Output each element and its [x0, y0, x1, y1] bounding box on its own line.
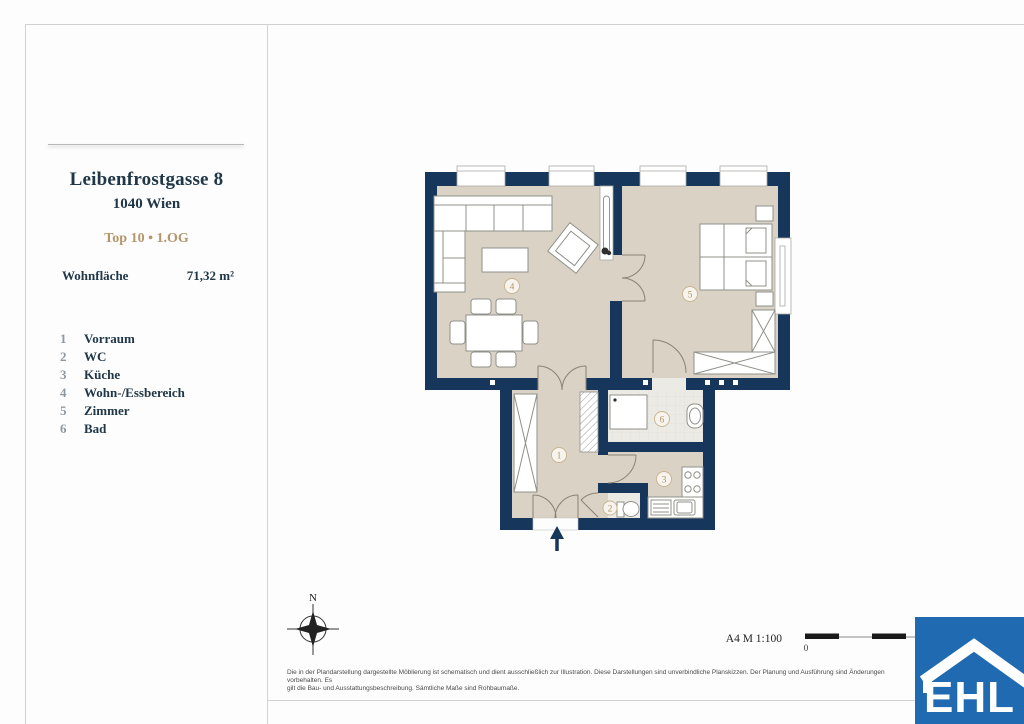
shower	[610, 395, 647, 429]
room-label-kueche	[657, 472, 672, 487]
address-title: Leibenfrostgasse 8	[69, 169, 224, 190]
legend-num: 2	[60, 349, 67, 364]
svg-text:2: 2	[607, 504, 613, 515]
legend-num: 5	[60, 403, 67, 418]
legend-label: Zimmer	[84, 403, 130, 418]
wardrobe-corner	[752, 310, 775, 352]
svg-text:3: 3	[661, 475, 667, 486]
nightstand	[756, 206, 773, 221]
legend-label: Küche	[84, 367, 121, 382]
room-label-wohnen	[505, 279, 520, 294]
legend-num: 6	[60, 421, 67, 436]
legend-num: 1	[60, 331, 67, 346]
kitchen-counter	[648, 497, 703, 518]
room-label-vorraum	[552, 448, 567, 463]
stove	[682, 467, 703, 497]
compass-rose	[287, 592, 339, 655]
legend-label: WC	[84, 349, 107, 364]
svg-text:1: 1	[556, 451, 562, 462]
legend-label: Wohn-/Essbereich	[84, 385, 185, 400]
scale-bar	[726, 633, 916, 653]
legend-num: 3	[60, 367, 67, 382]
living-area-label: Wohnfläche	[62, 268, 129, 283]
compass-north-label: N	[309, 592, 317, 604]
scale-zero-label: 0	[803, 643, 809, 653]
radiator-niche	[600, 186, 613, 260]
ehl-logo-text: EHL	[924, 673, 1015, 722]
room-label-bad	[655, 412, 670, 427]
disclaimer-text	[287, 669, 907, 693]
wc-fixtures	[617, 502, 639, 518]
ehl-logo	[915, 617, 1024, 724]
svg-text:6: 6	[659, 415, 665, 426]
nightstand	[756, 292, 773, 306]
legend-label: Vorraum	[84, 331, 135, 346]
legend-num: 4	[60, 385, 67, 400]
hall-wardrobe	[514, 394, 537, 492]
svg-text:4: 4	[509, 282, 515, 293]
scale-text: A4 M 1:100	[725, 633, 782, 645]
legend-label: Bad	[84, 421, 107, 436]
toilet	[617, 502, 639, 518]
svg-text:5: 5	[687, 290, 693, 301]
room-label-wc	[603, 501, 617, 515]
wardrobe-bottom	[694, 352, 775, 374]
east-window	[775, 238, 791, 314]
unit-floor-label: Top 10 • 1.OG	[104, 231, 189, 246]
disclaimer-line-2: gilt die Bau- und Ausstattungsbeschreibung. Sämtliche Maße sind Rohbaumaße.	[287, 685, 520, 692]
disclaimer-line-1: Die in der Plandarstellung dargestellte Möblierung ist schematisch und dient ausschließlich zur Illustration. Diese Darstellungen sind unverbindliche Planskizzen. Der Planung und Ausführung sind Änderungen vorbehalten. Es	[287, 669, 885, 684]
room-label-zimmer	[683, 287, 698, 302]
coffee-table	[482, 248, 528, 272]
coat-rack-hatched	[580, 392, 598, 452]
living-area-value: 71,32 m²	[186, 268, 234, 283]
bath-sink	[687, 404, 703, 428]
address-city: 1040 Wien	[112, 196, 181, 212]
double-bed	[700, 224, 772, 290]
